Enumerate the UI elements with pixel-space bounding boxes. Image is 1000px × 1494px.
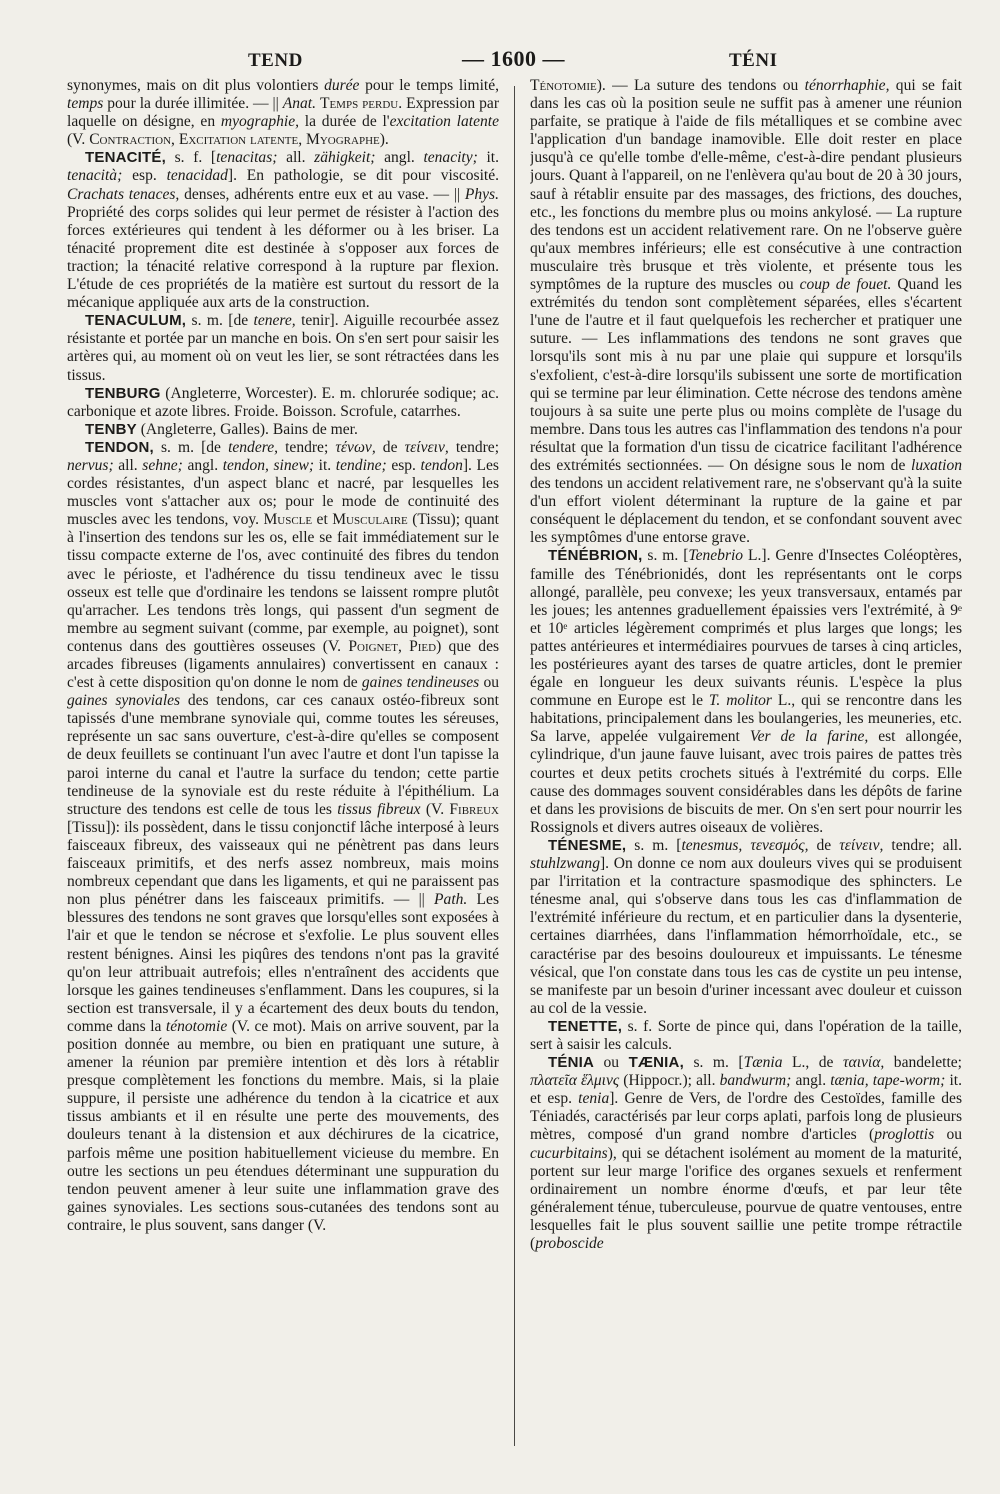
- entry-text: ]. En pathologie, se dit pour viscosité.: [227, 167, 499, 185]
- entry-text: ]. Les cordes résistantes, d'un aspect blanc et nacré, par lesquelles les muscles vont s'attacher aux os; pour le mode de continuité des muscles avec les tendons, voy.: [67, 456, 499, 529]
- italic-text: tenacità;: [67, 167, 123, 185]
- italic-text: Phys.: [464, 185, 499, 203]
- italic-text: bandwurm;: [719, 1072, 792, 1090]
- italic-text: gaines tendineuses: [361, 674, 480, 692]
- italic-text: Ver de la farine,: [749, 728, 869, 746]
- entry-text: L.]. Genre d'Insectes Coléoptères, famille des Ténébrionidés, dont les représentants ont le corps allongé, parallèle, peu convexe; les yeux transversaux, entamés par les joues; les antennes graduellement épaissies vers l'extrémité, à 9ᵉ et 10ᵉ articles légèrement comprimés et plus larges que longs; les pattes antérieures et intermédiaires pourvues de tarses à cinq articles, les postérieures ayant des tarses de quatre articles, dont le premier égale en longueur les deux suivants réunis. L'espèce la plus commune en Europe est le: [530, 547, 962, 710]
- italic-text: tendere,: [228, 438, 278, 456]
- italic-text: Anat.: [282, 95, 316, 113]
- entry-text: . Expression par laquelle on désigne, en: [67, 95, 499, 131]
- italic-text: ténotomie: [165, 1017, 228, 1035]
- left-guide-word: TEND: [248, 50, 303, 71]
- entry-text: L., qui se rencontre dans les habitations, principalement dans les boulangeries, les meuneries, etc. Sa larve, appelée vulgairement: [530, 692, 962, 746]
- italic-text: tænia, tape-worm;: [830, 1072, 946, 1090]
- italic-text: Tenebrio: [688, 547, 744, 565]
- dictionary-entry: [530, 547, 962, 837]
- entry-text: tendre; all.: [883, 836, 962, 854]
- entry-text: it. et esp.: [530, 1072, 962, 1108]
- entry-text: s. f. [: [165, 149, 217, 167]
- italic-text: temps: [67, 95, 104, 113]
- entry-text: all.: [113, 456, 143, 474]
- italic-text: tendon: [420, 456, 463, 474]
- italic-text: πλατεῖα ἕλμινς: [530, 1072, 620, 1090]
- entry-text: la durée de l': [299, 113, 390, 131]
- entry-text: L., de: [782, 1054, 843, 1072]
- headword: TENACITÉ,: [85, 149, 166, 167]
- entry-text: des tendons, car ces canaux ostéo-fibreux sont tapissés d'une membrane synoviale qui, comme toutes les séreuses, représente un sac sans ouverture, c'est-à-dire qu'elles se composent de deux feuillets se continuant l'un avec l'autre et dont l'un tapisse la paroi interne du canal et l'autre la surface du tendon; cette partie tendineuse de la synoviale est du reste réduite à l'épithélium. La structure des tendons est celle de tous les: [67, 692, 499, 818]
- entry-text: synonymes, mais on dit plus volontiers: [67, 77, 325, 94]
- small-caps-reference: Musculaire: [332, 511, 408, 529]
- italic-text: durée: [324, 77, 360, 94]
- headword: TÆNIA,: [628, 1054, 684, 1072]
- italic-text: coup de fouet.: [799, 276, 892, 294]
- entry-text: (V.: [420, 800, 450, 818]
- italic-text: ténorrhaphie,: [804, 77, 890, 94]
- entry-text: s. m. [: [642, 547, 689, 565]
- italic-text: cucurbitains: [530, 1144, 608, 1162]
- entry-text: des tendons un accident relativement rare, ne s'observant qu'à la suite d'un effort violent déterminant la rupture de la gaine et par conséquent le déplacement du tendon, et se confondant souvent avec les symptômes d'une entorse grave.: [530, 475, 962, 547]
- entry-text: s. m. [: [626, 836, 682, 854]
- italic-text: Crachats tenaces,: [67, 185, 180, 203]
- entry-text: bandelette;: [884, 1054, 962, 1072]
- entry-text: ), qui se détachent isolément au moment de la maturité, portent sur leur marge l'orifice des organes sexuels et renferment ordinairement un nombre énorme d'œufs, et par leur tête généralement ténue, tuberculeuse, pourvue de quatre ventouses, entre lesquelles fait le plus souvent saillie une petite trompe rétractile (: [530, 1144, 962, 1252]
- entry-text: ]. Genre de Vers, de l'ordre des Cestoïdes, famille des Téniadés, caractérisés par leur corps aplati, parfois long de plusieurs mètres, composé d'un grand nombre d'articles (: [530, 1090, 962, 1144]
- entry-text: it.: [314, 456, 336, 474]
- small-caps-reference: Contraction, Excitation latente, Myographe: [89, 131, 380, 149]
- entry-text: ). — La suture des tendons ou: [596, 77, 805, 94]
- dictionary-entry: [67, 385, 499, 421]
- entry-text: ) que des arcades fibreuses (ligaments annulaires) convertissent en canaux : c'est à cette disposition qu'on donne le nom de: [67, 637, 499, 692]
- italic-text: tenacity;: [423, 149, 478, 167]
- entry-text: ]. On donne ce nom aux douleurs vives qui se produisent par l'irritation et la contracture spasmodique des sphincters. Le ténesme anal, qui s'observe dans tous les cas d'inflammation de l'extrémité inférieure du rectum, et en particulier dans la dysenterie, certaines diarrhées, dans l'inflammation hémorrhoïdale, etc., se caractérise par des besoins douloureux et impuissants. Le ténesme vésical, que l'on constate dans tous les cas de cystite un peu intense, se manifeste par un besoin d'uriner incessant avec douleur et cuisson au col de la vessie.: [530, 855, 962, 1017]
- headword: TENACULUM,: [85, 312, 187, 330]
- entry-text: esp.: [122, 167, 167, 185]
- entry-text: s. m. [de: [153, 438, 229, 456]
- entry-text: ou: [594, 1054, 629, 1072]
- entry-text: angl.: [791, 1072, 831, 1090]
- right-guide-word: TÉNI: [729, 50, 778, 71]
- right-column: [530, 77, 962, 1477]
- entry-continuation: [67, 77, 499, 149]
- dictionary-entry: [67, 149, 499, 312]
- small-caps-reference: Poignet, Pied: [348, 637, 437, 655]
- entry-text: (Hippocr.); all.: [619, 1072, 720, 1090]
- italic-text: tenacitas;: [216, 149, 278, 167]
- italic-text: τείνειν,: [404, 438, 449, 456]
- italic-text: zähigkeit;: [314, 149, 376, 167]
- entry-text: tendre;: [278, 438, 336, 456]
- entry-text: denses, adhérents entre eux et au vase. — ||: [179, 185, 465, 203]
- italic-text: nervus;: [67, 456, 114, 474]
- entry-text: ou: [479, 674, 499, 692]
- dictionary-entry: [67, 312, 499, 384]
- running-header: [0, 44, 1000, 80]
- entry-text: (V.: [67, 131, 90, 149]
- small-caps-reference: Muscle: [263, 511, 313, 529]
- italic-text: τένων,: [335, 438, 376, 456]
- headword: TENBURG: [85, 384, 161, 402]
- entry-text: s. m. [de: [186, 312, 254, 330]
- headword: TENDON,: [85, 438, 154, 456]
- italic-text: proboscide: [535, 1235, 604, 1252]
- entry-text: tendre;: [448, 438, 499, 456]
- italic-text: τείνειν,: [839, 836, 884, 854]
- entry-text: qui se fait dans les cas où la position seule ne suffit pas à amener une réunion parfaite, se pratique à l'aide de fils métalliques et se combine avec l'application d'un bandage inamovible. Elle doit rester en place jusqu'à ce qu'elle tombe d'elle-même, c'est-à-dire pendant plusieurs jours. Quant à l'appareil, on ne l'enlèvera qu'au bout de 20 à 30 jours, sauf à rétablir ensuite par des massages, des frictions, des douches, etc., les fonctions du membre plus ou moins ankylosé. — La rupture des tendons est un accident relativement rare. On ne l'observe guère qu'aux membres inférieurs; elle est consécutive à une contraction musculaire très brusque et très violente, et présente tous les symptômes de la rupture des muscles ou: [530, 77, 962, 294]
- italic-text: excitation latente: [389, 113, 499, 131]
- dictionary-entry: [67, 439, 499, 1235]
- entry-text: (V. ce mot). Mais on arrive souvent, par la position donnée au membre, ou bien en pratiquant une suture, à amener la réunion par première intention et dès lors à rétablir presque complètement les fonctions du membre. Mais, si la plaie suppure, il persiste une adhérence du tendon à la cicatrice et aux tissus ambiants et il en résulte une perte des mouvements, des douleurs tenant à la distension et aux déchirures de la cicatrice, parfois même une position habituellement vicieuse du membre. En outre les sections un peu étendues déterminant une suppuration du tendon peuvent amener à leur suite une inflammation grave des gaines synoviales. Les sections sous-cutanées des tendons sont au contraire, le plus souvent, sans danger (V.: [67, 1017, 499, 1234]
- entry-text: s. f. Sorte de pince qui, dans l'opération de la taille, sert à saisir les calculs.: [530, 1017, 962, 1053]
- entry-text: pour le temps limité,: [359, 77, 499, 94]
- entry-text: ou: [934, 1126, 962, 1144]
- entry-text: s. m. [: [683, 1054, 744, 1072]
- italic-text: tenere,: [253, 312, 296, 330]
- italic-text: Path.: [434, 891, 468, 909]
- italic-text: ταινία,: [842, 1054, 885, 1072]
- left-column: [67, 77, 499, 1477]
- entry-text: (Tissu); quant à l'insertion des tendons sur les os, elle se fait immédiatement sur le tissu compacte externe de l'os, avec continuité des fibres du tendon avec le périoste, et l'adhérence du tissu tendineux avec le tissu osseux est telle que d'ordinaire les tendons se laissent rompre plutôt qu'arracher. Les tendons très longs, qui passent d'un segment de membre au segment suivant (comme, par exemple, au poignet), sont contenus dans des gouttières osseuses (V.: [67, 511, 499, 655]
- entry-text: (Angleterre, Worcester). E. m. chlorurée sodique; ac. carbonique et azote libres. Froide. Boisson. Scrofule, catarrhes.: [67, 384, 499, 420]
- entry-text: all.: [277, 149, 315, 167]
- entry-text: angl.: [375, 149, 424, 167]
- entry-continuation: [530, 77, 962, 547]
- entry-text: de: [808, 836, 840, 854]
- entry-text: est allongée, cylindrique, d'un jaune fauve luisant, avec trois paires de pattes très courtes et deux petits crochets situés à l'extrémité du corps. Elle cause des dommages souvent considérables dans les dépôts de farine et dans les provisions de biscuits de mer. On s'en sert pour nourrir les Rossignols et divers autres oiseaux de volières.: [530, 728, 962, 836]
- italic-text: luxation: [911, 456, 962, 474]
- headword: TÉNÉBRION,: [548, 547, 643, 565]
- dictionary-entry: [530, 1054, 962, 1253]
- italic-text: tendon, sinew;: [222, 456, 315, 474]
- page-number: — 1600 —: [462, 46, 565, 71]
- italic-text: tenacidad: [166, 167, 228, 185]
- entry-text: [Tissu]): ils possèdent, dans le tissu conjonctif lâche interposé à leurs faisceaux fibreux, des vaisseaux qui ne pénètrent pas dans leurs faisceaux primitifs, et des nerfs assez nombreux, mais moins nombreux cependant que dans les ligaments, et qui ne paraissent pas non plus pénétrer dans les faisceaux primitifs. — ||: [67, 818, 499, 909]
- italic-text: tenia: [578, 1090, 610, 1108]
- entry-text: ).: [379, 131, 389, 149]
- small-caps-reference: Temps perdu: [319, 95, 399, 113]
- entry-text: angl.: [182, 456, 223, 474]
- entry-text: Quand les extrémités du tendon sont complètement séparées, elles s'écartent l'une de l'autre et il faut quelquefois les rechercher et pratiquer une suture. — Les inflammations des tendons ne sont graves que lorsqu'ils sont mis à nu par une plaie qui suppure et lorsqu'ils s'exfolient, c'est-à-dire lorsqu'ils subissent une sorte de mortification qui se termine par leur élimination. Cette nécrose des tendons amène toujours à sa suite une perte plus ou moins complète de l'usage du membre. Dans tous les autres cas l'inflammation des tendons n'a pour résultat que la formation d'un tissu de cicatrice facilitant l'adhérence des extrémités sectionnées. — On désigne sous le nom de: [530, 276, 962, 474]
- entry-text: de: [375, 438, 405, 456]
- entry-text: it.: [477, 149, 499, 167]
- italic-text: Tænia: [743, 1054, 783, 1072]
- entry-text: esp.: [386, 456, 421, 474]
- italic-text: tissus fibreux: [337, 800, 421, 818]
- headword: TÉNIA: [548, 1054, 594, 1072]
- entry-text: Propriété des corps solides qui leur permet de résister à l'action des forces extérieures qui tendent à les déformer ou à les briser. La ténacité proprement dite est destinée à s'opposer aux forces de traction; la ténacité relative correspond à la rupture par flexion. L'étude de ces propriétés de la matière est surtout du ressort de la mécanique appliquée aux arts de la construction.: [67, 203, 499, 312]
- headword: TENETTE,: [548, 1017, 623, 1035]
- italic-text: T. molitor: [708, 692, 772, 710]
- italic-text: tenesmus, τενεσμός,: [681, 836, 809, 854]
- italic-text: tendine;: [335, 456, 387, 474]
- entry-text: tenir]. Aiguille recourbée assez résistante et portée par un manche en bois. On s'en sert pour saisir les artères qui, au moment où on veut les lier, se sont rétractées dans les tissus.: [67, 312, 499, 384]
- italic-text: sehne;: [142, 456, 183, 474]
- italic-text: stuhlzwang: [530, 855, 600, 873]
- column-divider: [514, 86, 515, 1446]
- dictionary-entry: [530, 1018, 962, 1054]
- headword: TÉNESME,: [548, 836, 627, 854]
- small-caps-reference: Fibreux: [449, 800, 499, 818]
- entry-text: et: [312, 511, 333, 529]
- italic-text: myographie,: [220, 113, 300, 131]
- dictionary-entry: [67, 421, 499, 439]
- dictionary-entry: [530, 837, 962, 1018]
- italic-text: gaines synoviales: [67, 692, 181, 710]
- entry-text: pour la durée illimitée. — ||: [103, 95, 283, 113]
- entry-text: Les blessures des tendons ne sont graves que lorsqu'elles sont exposées à l'air et que le tendon se nécrose et s'exfolie. Le plus souvent elles restent bénignes. Ainsi les piqûres des tendons n'ont pas la gravité qu'on leur attribuait autrefois; elles n'entraînent des accidents que lorsque les gaines tendineuses s'enflamment. Dans les coupures, si la section est transversale, il y a écartement des deux bouts du tendon, comme dans la: [67, 891, 499, 1035]
- small-caps-reference: Ténotomie: [530, 77, 597, 94]
- italic-text: proglottis: [874, 1126, 935, 1144]
- entry-text: (Angleterre, Galles). Bains de mer.: [136, 420, 358, 438]
- headword: TENBY: [85, 420, 137, 438]
